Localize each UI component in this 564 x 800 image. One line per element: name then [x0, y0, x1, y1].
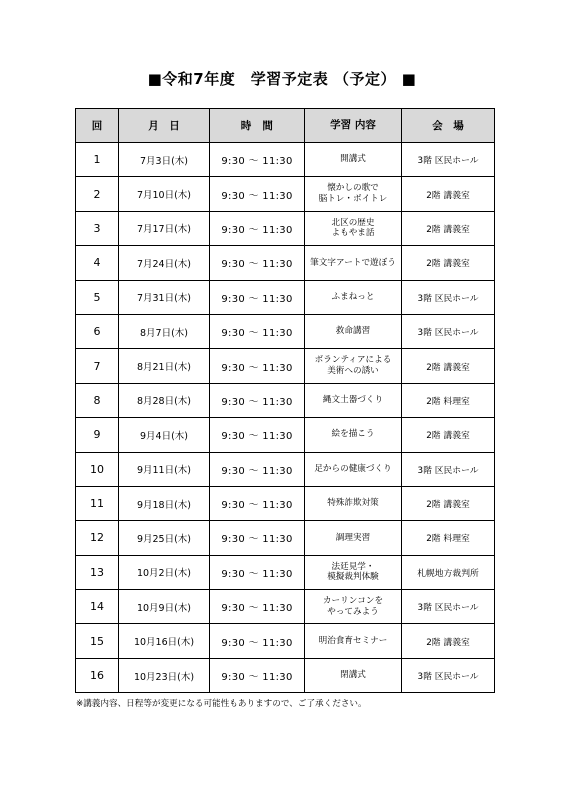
session-content [305, 383, 402, 417]
table-row [76, 246, 495, 280]
table-row [76, 349, 495, 383]
session-content-line: やってみよう [327, 606, 379, 617]
session-content-line: 開講式 [340, 154, 366, 165]
session-content-line: 模擬裁判体験 [327, 572, 379, 583]
session-number: 6 [76, 314, 119, 348]
session-content-line: 特殊詐欺対策 [327, 498, 379, 509]
table-row [76, 280, 495, 314]
session-content [305, 246, 402, 280]
session-venue: 3階 区民ホール [402, 590, 495, 624]
session-time: 9:30 ～ 11:30 [210, 452, 305, 486]
session-time: 9:30 ～ 11:30 [210, 349, 305, 383]
session-content-line: 閉講式 [340, 670, 366, 681]
session-date: 7月3日(木) [119, 143, 210, 177]
session-content-line: 法廷見学・ [331, 561, 375, 572]
header-venue: 会 場 [402, 109, 495, 143]
header-content: 学習 内容 [305, 109, 402, 143]
session-date: 10月23日(木) [119, 658, 210, 692]
session-content [305, 418, 402, 452]
header-date: 月 日 [119, 109, 210, 143]
session-content-line: 足からの健康づくり [314, 463, 392, 474]
session-content [305, 280, 402, 314]
table-row [76, 658, 495, 692]
session-number: 7 [76, 349, 119, 383]
session-date: 7月24日(木) [119, 246, 210, 280]
session-time: 9:30 ～ 11:30 [210, 246, 305, 280]
table-row [76, 314, 495, 348]
session-content-line: ボランティアによる [314, 355, 392, 366]
session-number: 9 [76, 418, 119, 452]
session-content [305, 486, 402, 520]
session-content-line: 懐かしの歌で [327, 183, 379, 194]
session-content [305, 211, 402, 245]
session-number: 8 [76, 383, 119, 417]
session-number: 11 [76, 486, 119, 520]
session-number: 10 [76, 452, 119, 486]
session-time: 9:30 ～ 11:30 [210, 383, 305, 417]
table-header-row [76, 109, 495, 143]
session-time: 9:30 ～ 11:30 [210, 624, 305, 658]
table-row [76, 211, 495, 245]
session-date: 7月10日(木) [119, 177, 210, 211]
session-time: 9:30 ～ 11:30 [210, 486, 305, 520]
session-date: 9月18日(木) [119, 486, 210, 520]
table-row [76, 486, 495, 520]
session-date: 9月25日(木) [119, 521, 210, 555]
session-venue: 3階 区民ホール [402, 314, 495, 348]
session-content-line: カーリンコンを [322, 596, 384, 607]
session-content [305, 555, 402, 589]
session-content-line: 救命講習 [335, 326, 371, 337]
session-date: 10月16日(木) [119, 624, 210, 658]
session-venue: 2階 講義室 [402, 246, 495, 280]
session-time: 9:30 ～ 11:30 [210, 177, 305, 211]
table-row [76, 177, 495, 211]
session-number: 13 [76, 555, 119, 589]
session-time: 9:30 ～ 11:30 [210, 211, 305, 245]
schedule-body [76, 143, 495, 693]
session-time: 9:30 ～ 11:30 [210, 143, 305, 177]
session-date: 9月4日(木) [119, 418, 210, 452]
session-content-line: 筆文字アートで遊ぼう [310, 257, 396, 268]
header-time: 時 間 [210, 109, 305, 143]
session-venue: 3階 区民ホール [402, 143, 495, 177]
table-row [76, 555, 495, 589]
session-time: 9:30 ～ 11:30 [210, 555, 305, 589]
session-content-line: 脳トレ・ボイトレ [318, 194, 388, 205]
table-row [76, 590, 495, 624]
session-time: 9:30 ～ 11:30 [210, 590, 305, 624]
table-row [76, 383, 495, 417]
session-number: 14 [76, 590, 119, 624]
session-content [305, 452, 402, 486]
session-date: 10月9日(木) [119, 590, 210, 624]
session-content-line: 明治食育セミナー [318, 635, 388, 646]
session-number: 2 [76, 177, 119, 211]
session-date: 8月7日(木) [119, 314, 210, 348]
session-number: 5 [76, 280, 119, 314]
footnote: ※講義内容、日程等が変更になる可能性もありますので、ご了承ください。 [76, 699, 367, 709]
session-venue: 2階 講義室 [402, 177, 495, 211]
session-venue: 2階 講義室 [402, 211, 495, 245]
session-number: 1 [76, 143, 119, 177]
session-content [305, 658, 402, 692]
session-venue: 2階 料理室 [402, 383, 495, 417]
session-number: 3 [76, 211, 119, 245]
session-number: 15 [76, 624, 119, 658]
session-date: 8月21日(木) [119, 349, 210, 383]
table-row [76, 143, 495, 177]
session-content-line: 調理実習 [335, 532, 371, 543]
table-row [76, 521, 495, 555]
session-content-line: 縄文土器づくり [322, 395, 384, 406]
session-venue: 3階 区民ホール [402, 658, 495, 692]
session-date: 10月2日(木) [119, 555, 210, 589]
session-date: 9月11日(木) [119, 452, 210, 486]
table-row [76, 418, 495, 452]
session-date: 7月31日(木) [119, 280, 210, 314]
page-title: ■令和7年度 学習予定表 （予定） ■ [147, 70, 417, 88]
session-venue: 2階 料理室 [402, 521, 495, 555]
session-number: 12 [76, 521, 119, 555]
table-row [76, 452, 495, 486]
session-time: 9:30 ～ 11:30 [210, 418, 305, 452]
session-venue: 3階 区民ホール [402, 280, 495, 314]
session-content [305, 521, 402, 555]
session-content [305, 349, 402, 383]
session-time: 9:30 ～ 11:30 [210, 521, 305, 555]
session-time: 9:30 ～ 11:30 [210, 280, 305, 314]
session-content-line: よもやま話 [331, 228, 375, 239]
session-venue: 2階 講義室 [402, 349, 495, 383]
schedule-table [75, 108, 495, 693]
session-date: 8月28日(木) [119, 383, 210, 417]
session-date: 7月17日(木) [119, 211, 210, 245]
session-content-line: 美術への誘い [327, 366, 379, 377]
session-venue: 2階 講義室 [402, 418, 495, 452]
session-venue: 2階 講義室 [402, 624, 495, 658]
session-content [305, 590, 402, 624]
session-content [305, 143, 402, 177]
table-row [76, 624, 495, 658]
session-time: 9:30 ～ 11:30 [210, 314, 305, 348]
session-content [305, 314, 402, 348]
session-content-line: 北区の歴史 [331, 217, 375, 228]
session-content-line: ふまねっと [331, 291, 375, 302]
session-content [305, 624, 402, 658]
session-content-line: 絵を描こう [331, 429, 375, 440]
session-venue: 2階 講義室 [402, 486, 495, 520]
session-content [305, 177, 402, 211]
session-venue: 3階 区民ホール [402, 452, 495, 486]
session-number: 4 [76, 246, 119, 280]
session-venue: 札幌地方裁判所 [402, 555, 495, 589]
header-no: 回 [76, 109, 119, 143]
session-time: 9:30 ～ 11:30 [210, 658, 305, 692]
session-number: 16 [76, 658, 119, 692]
